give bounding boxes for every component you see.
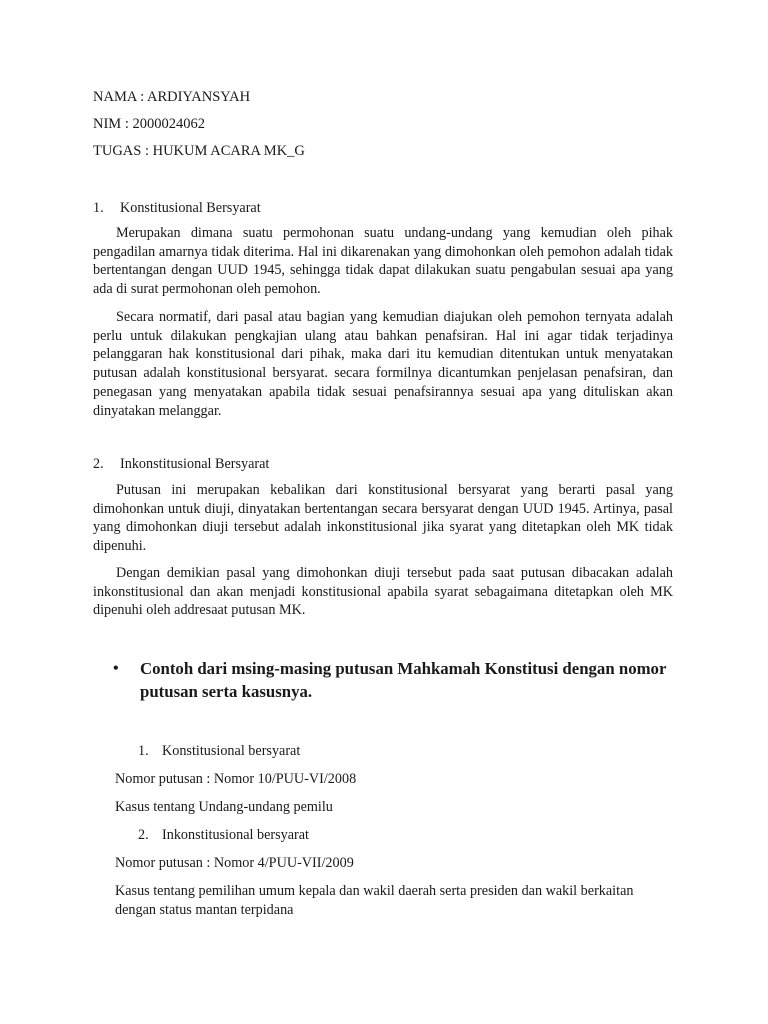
section-2-number: 2. xyxy=(93,456,104,472)
bullet-text: Contoh dari msing-masing putusan Mahkamah Konstitusi dengan nomor putusan serta kasusnya. xyxy=(140,659,667,701)
example-2-title: Inkonstitusional bersyarat xyxy=(162,827,309,843)
section-1-title: Konstitusional Bersyarat xyxy=(120,200,261,216)
example-1-number: 1. xyxy=(138,743,149,759)
header-nama: NAMA : ARDIYANSYAH xyxy=(93,89,251,105)
example-2-kasus: Kasus tentang pemilihan umum kepala dan wakil daerah serta presiden dan wakil berkaitan dengan status mantan terpidana xyxy=(115,883,634,918)
example-2-nomor: Nomor putusan : Nomor 4/PUU-VII/2009 xyxy=(115,855,354,871)
section-1-heading xyxy=(93,199,261,217)
example-2-number: 2. xyxy=(138,827,149,843)
section-2-paragraph-2: Dengan demikian pasal yang dimohonkan diuji tersebut pada saat putusan dibacakan adalah inkonstitusional dan akan menjadi konstitusional apabila syarat sebagaimana ditetapkan oleh MK dipenuhi oleh addresaat putusan MK. xyxy=(93,565,673,619)
section-2-paragraph-1: Putusan ini merupakan kebalikan dari konstitusional bersyarat yang berarti pasal yang dimohonkan untuk diuji, dinyatakan bertentangan secara bersyarat dengan UUD 1945. Artinya, pasal yang dimohonkan diuji tersebut adalah inkonstitusional jika syarat yang ditetapkan oleh MK tidak dipenuhi. xyxy=(93,482,673,555)
example-2-heading xyxy=(138,826,309,844)
section-1-paragraph-2: Secara normatif, dari pasal atau bagian yang kemudian diajukan oleh pemohon ternyata adalah perlu untuk dilakukan pengkajian ulang atau bahkan penafsiran. Hal ini agar tidak terjadinya pelanggaran hak konstitusional dari pihak, maka dari itu kemudian ditentukan untuk menyatakan putusan adalah konstitusional bersyarat. secara formilnya dicantumkan penjelasan penafsiran, dan penegasan yang menyatakan apabila tidak sesuai penafsirannya sesuai apa yang dituliskan akan dinyatakan melanggar. xyxy=(93,309,673,419)
header-nim: NIM : 2000024062 xyxy=(93,116,205,132)
example-1-kasus: Kasus tentang Undang-undang pemilu xyxy=(115,799,333,815)
example-1-nomor: Nomor putusan : Nomor 10/PUU-VI/2008 xyxy=(115,771,357,787)
section-2-heading xyxy=(93,455,269,473)
example-1-heading xyxy=(138,742,300,760)
section-1-number: 1. xyxy=(93,200,104,216)
header-tugas: TUGAS : HUKUM ACARA MK_G xyxy=(93,143,305,159)
section-1-paragraph-1: Merupakan dimana suatu permohonan suatu undang-undang yang kemudian oleh pihak pengadilan amarnya tidak diterima. Hal ini dikarenakan yang dimohonkan oleh pemohon adalah tidak bertentangan dengan UUD 1945, sehingga tidak dapat dilakukan suatu pengabulan sesuai apa yang ada di surat permohonan oleh pemohon. xyxy=(93,225,673,298)
bullet-symbol: • xyxy=(113,660,119,677)
example-1-title: Konstitusional bersyarat xyxy=(162,743,301,759)
section-2-title: Inkonstitusional Bersyarat xyxy=(120,456,270,472)
